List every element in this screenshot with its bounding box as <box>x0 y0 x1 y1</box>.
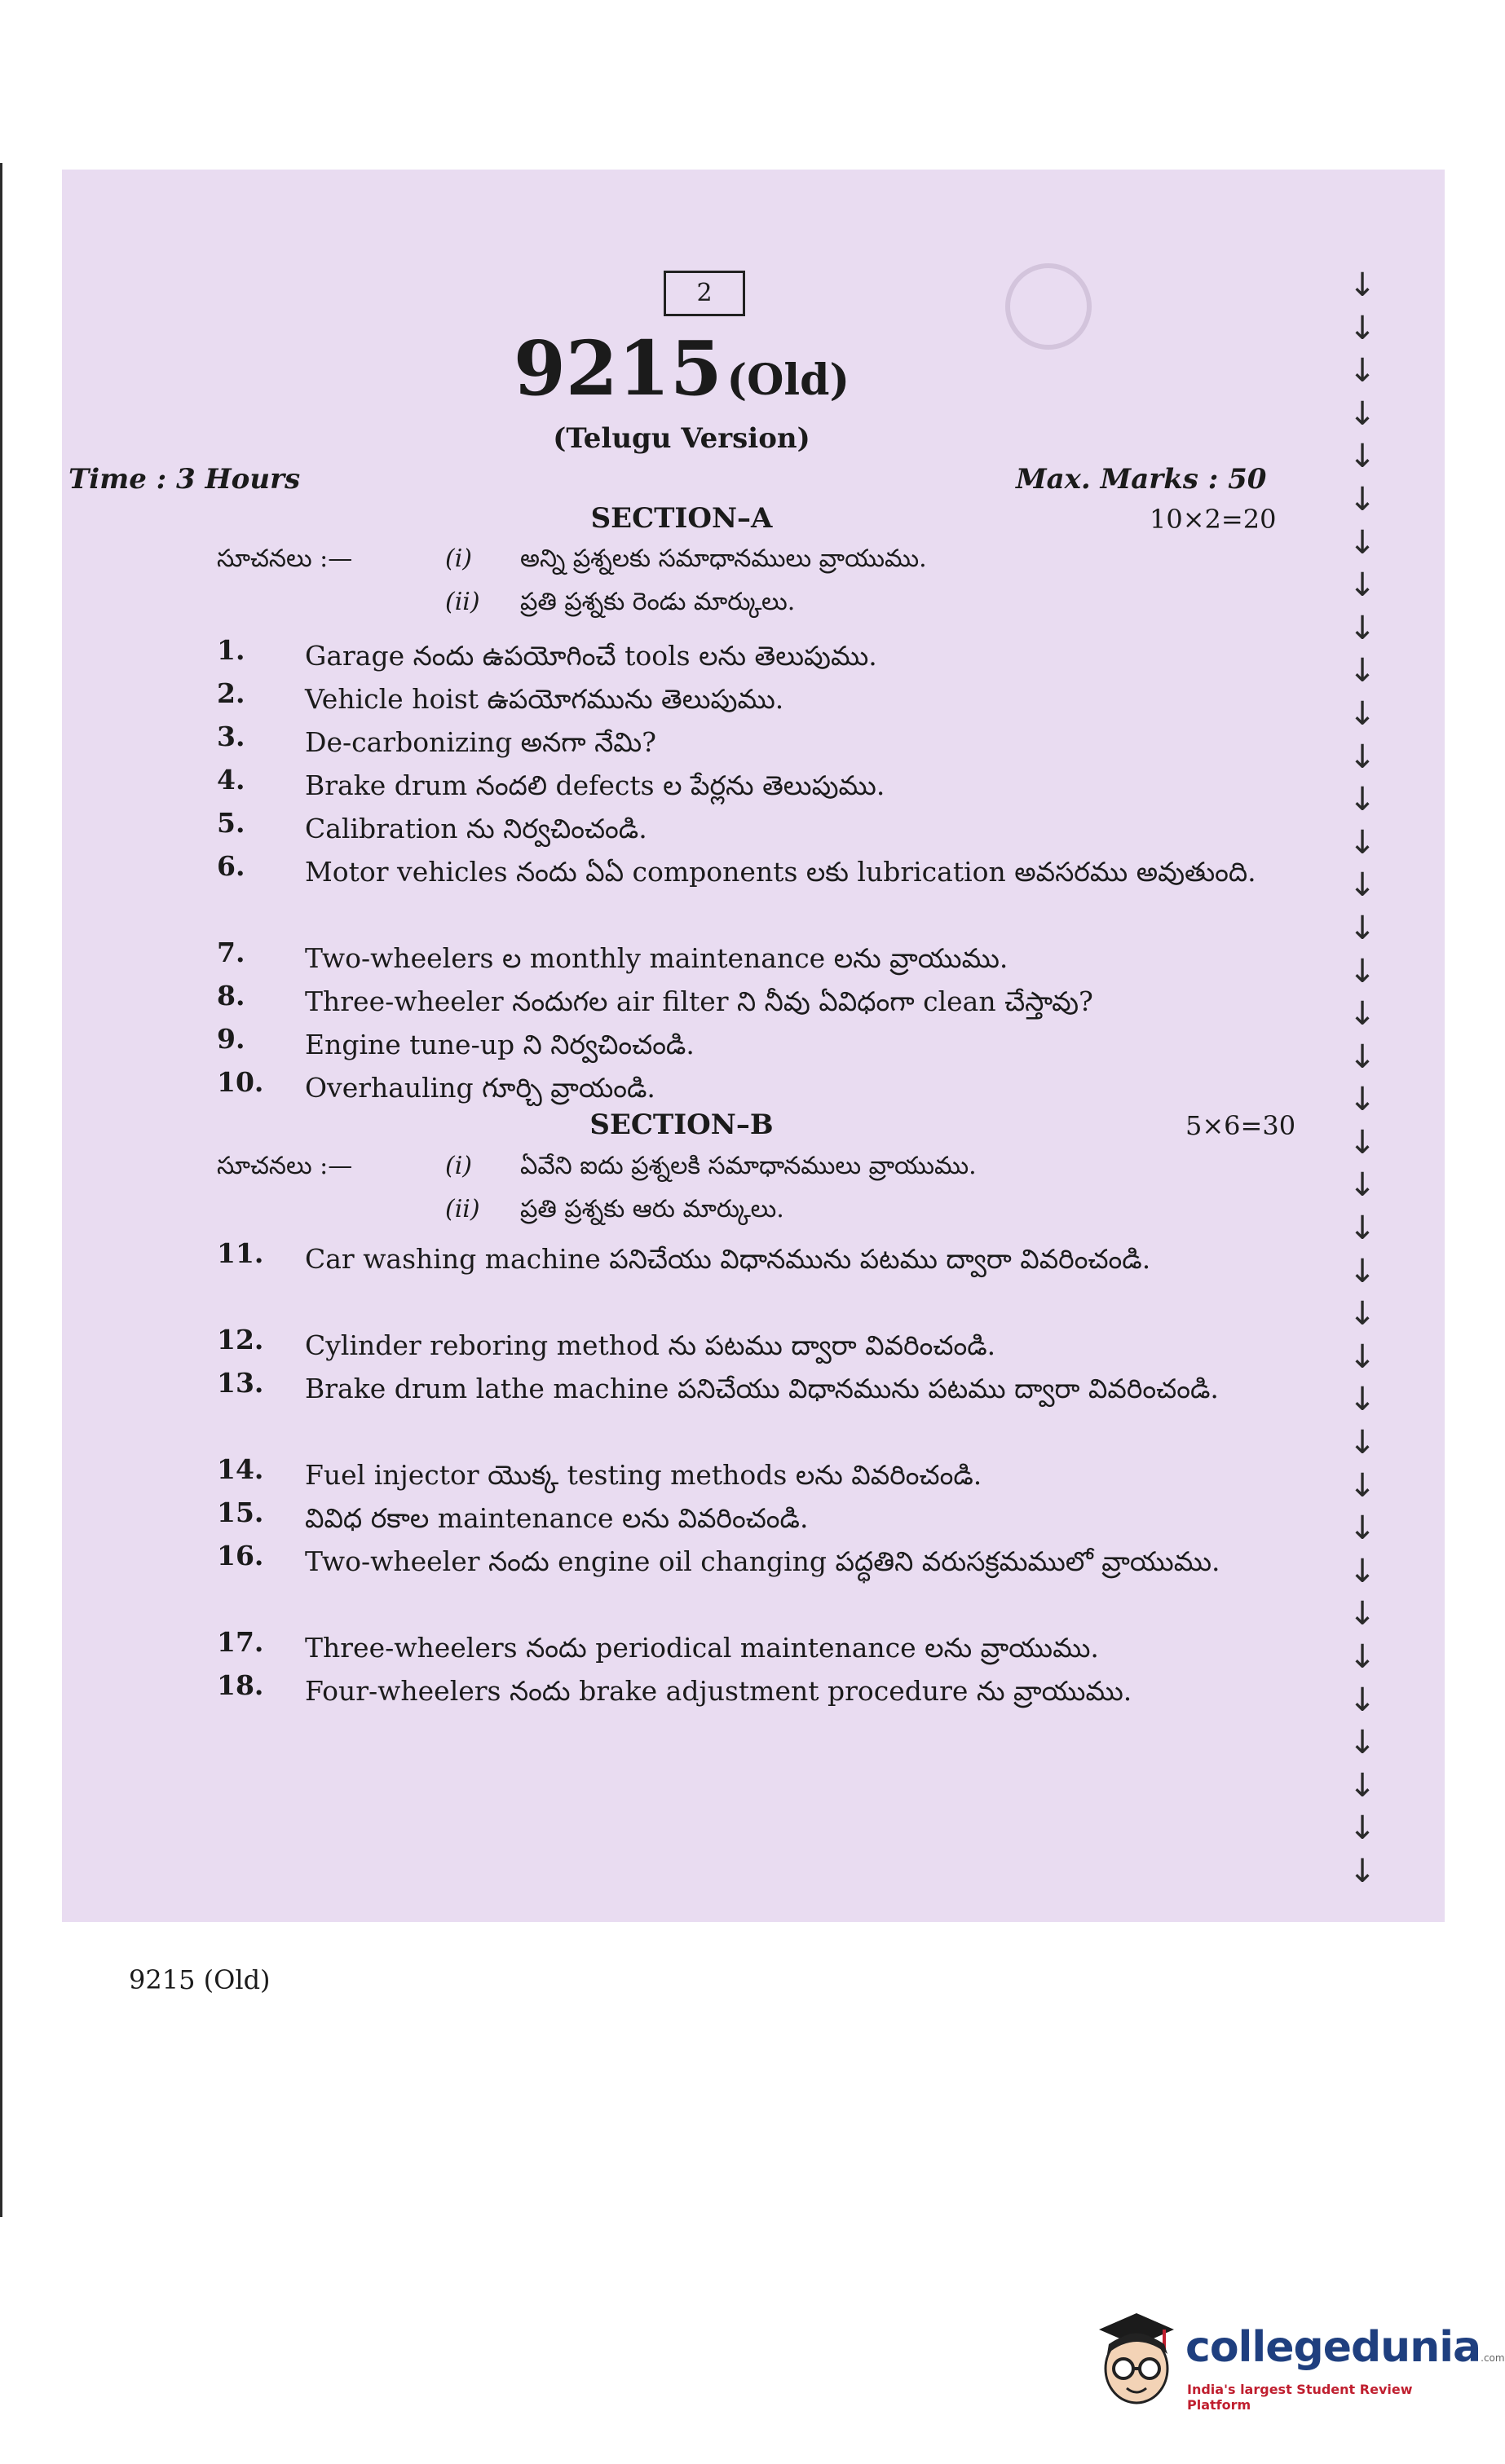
question-number: 2. <box>217 677 245 709</box>
question-text: Cylinder reboring method ను పటము ద్వారా వివరించండి. <box>305 1329 996 1361</box>
question-number: 11. <box>217 1237 264 1269</box>
question-item <box>217 1324 1269 1367</box>
margin-arrow-column <box>1342 264 1383 1893</box>
down-arrow-icon: ↓ <box>1348 1295 1376 1333</box>
question-number: 17. <box>217 1626 264 1658</box>
question-text: Fuel injector యొక్క testing methods లను వివరించండి. <box>305 1459 982 1491</box>
section-b-note-2 <box>217 1195 784 1229</box>
question-item <box>217 721 1269 764</box>
down-arrow-icon: ↓ <box>1348 1724 1376 1762</box>
question-text: Motor vehicles నందు ఏఏ components లకు lubrication అవసరము అవుతుంది. <box>305 856 1256 888</box>
down-arrow-icon: ↓ <box>1348 267 1376 304</box>
note-text: ప్రతి ప్రశ్నకు ఆరు మార్కులు. <box>520 1195 784 1223</box>
question-number: 8. <box>217 980 245 1012</box>
logo-brand-text: collegedunia.com <box>1185 2323 1505 2372</box>
note-number: (i) <box>445 544 473 573</box>
note-number: (i) <box>445 1152 473 1180</box>
down-arrow-icon: ↓ <box>1348 1766 1376 1805</box>
section-a-note-1 <box>217 544 927 579</box>
question-text: Car washing machine పనిచేయు విధానమును పటము ద్వారా వివరించండి. <box>305 1243 1151 1275</box>
question-item <box>217 980 1269 1023</box>
note-text: ప్రతి ప్రశ్నకు రెండు మార్కులు. <box>520 588 796 616</box>
footer-paper-code: 9215 (Old) <box>129 1964 271 1995</box>
down-arrow-icon: ↓ <box>1348 1166 1376 1205</box>
down-arrow-icon: ↓ <box>1348 352 1376 390</box>
down-arrow-icon: ↓ <box>1348 952 1376 990</box>
max-marks: Max. Marks : 50 <box>1016 463 1267 496</box>
question-text: Vehicle hoist ఉపయోగమును తెలుపుము. <box>305 683 784 715</box>
question-item <box>217 1626 1269 1669</box>
question-number: 4. <box>217 764 245 796</box>
question-number: 10. <box>217 1066 264 1098</box>
paper-code: 9215 <box>513 324 722 412</box>
question-item <box>217 1367 1269 1410</box>
question-item <box>217 1669 1269 1712</box>
down-arrow-icon: ↓ <box>1348 866 1376 905</box>
question-item <box>217 850 1269 893</box>
down-arrow-icon: ↓ <box>1348 1552 1376 1590</box>
question-number: 1. <box>217 634 245 666</box>
down-arrow-icon: ↓ <box>1348 738 1376 776</box>
down-arrow-icon: ↓ <box>1348 1252 1376 1290</box>
question-item <box>217 677 1269 721</box>
down-arrow-icon: ↓ <box>1348 1809 1376 1848</box>
down-arrow-icon: ↓ <box>1348 781 1376 819</box>
question-number: 12. <box>217 1324 264 1355</box>
question-item <box>217 1540 1269 1583</box>
note-text: అన్ని ప్రశ్నలకు సమాధానములు వ్రాయుము. <box>520 544 927 573</box>
section-b-note-1 <box>217 1152 977 1186</box>
down-arrow-icon: ↓ <box>1348 1338 1376 1376</box>
down-arrow-icon: ↓ <box>1348 438 1376 476</box>
note-number: (ii) <box>445 1195 480 1223</box>
paper-code-heading <box>62 324 1301 412</box>
question-text: Calibration ను నిర్వచించండి. <box>305 813 647 844</box>
down-arrow-icon: ↓ <box>1348 1510 1376 1548</box>
down-arrow-icon: ↓ <box>1348 1210 1376 1248</box>
down-arrow-icon: ↓ <box>1348 652 1376 690</box>
paper-version-tag: (Old) <box>726 355 850 405</box>
down-arrow-icon: ↓ <box>1348 609 1376 647</box>
question-number: 3. <box>217 721 245 752</box>
question-number: 13. <box>217 1367 264 1399</box>
notes-label: సూచనలు :— <box>217 544 353 573</box>
question-item <box>217 937 1269 980</box>
down-arrow-icon: ↓ <box>1348 1081 1376 1119</box>
question-item <box>217 1237 1269 1280</box>
question-text: Garage నందు ఉపయోగించే tools లను తెలుపుము. <box>305 640 877 672</box>
note-text: ఏవేని ఐదు ప్రశ్నలకి సమాధానములు వ్రాయుము. <box>520 1152 977 1180</box>
note-number: (ii) <box>445 588 480 616</box>
down-arrow-icon: ↓ <box>1348 694 1376 733</box>
down-arrow-icon: ↓ <box>1348 395 1376 433</box>
question-text: Engine tune-up ని నిర్వచించండి. <box>305 1029 695 1060</box>
question-text: Two-wheelers ల monthly maintenance లను వ్రాయుము. <box>305 942 1008 974</box>
question-number: 6. <box>217 850 245 882</box>
question-item <box>217 1023 1269 1066</box>
question-item <box>217 1453 1269 1496</box>
question-item <box>217 764 1269 807</box>
down-arrow-icon: ↓ <box>1348 1466 1376 1505</box>
question-text: Two-wheeler నందు engine oil changing పద్ధతిని వరుసక్రమములో వ్రాయుము. <box>305 1545 1220 1577</box>
question-number: 16. <box>217 1540 264 1571</box>
notes-label: సూచనలు :— <box>217 1152 353 1180</box>
down-arrow-icon: ↓ <box>1348 1638 1376 1676</box>
down-arrow-icon: ↓ <box>1348 909 1376 947</box>
down-arrow-icon: ↓ <box>1348 1595 1376 1633</box>
question-text: Three-wheeler నందుగల air filter ని నీవు ఏవిధంగా clean చేస్తావు? <box>305 985 1093 1017</box>
question-text: వివిధ రకాల maintenance లను వివరించండి. <box>305 1502 809 1534</box>
question-item <box>217 807 1269 850</box>
student-mascot-icon <box>1089 2305 1181 2419</box>
question-item <box>217 1496 1269 1540</box>
down-arrow-icon: ↓ <box>1348 309 1376 347</box>
down-arrow-icon: ↓ <box>1348 523 1376 562</box>
question-number: 18. <box>217 1669 264 1701</box>
down-arrow-icon: ↓ <box>1348 1038 1376 1076</box>
logo-tagline: India's largest Student Review Platform <box>1187 2382 1413 2413</box>
section-a-note-2 <box>217 588 795 622</box>
down-arrow-icon: ↓ <box>1348 1852 1376 1890</box>
section-a-marks: 10×2=20 <box>1150 504 1277 535</box>
down-arrow-icon: ↓ <box>1348 823 1376 862</box>
question-text: Four-wheelers నందు brake adjustment procedure ను వ్రాయుము. <box>305 1675 1132 1707</box>
question-number: 14. <box>217 1453 264 1485</box>
section-b-title: SECTION–B <box>589 1109 774 1141</box>
scan-edge-line <box>0 163 2 2217</box>
down-arrow-icon: ↓ <box>1348 995 1376 1034</box>
question-number: 5. <box>217 807 245 839</box>
question-text: Three-wheelers నందు periodical maintenance లను వ్రాయుము. <box>305 1632 1099 1664</box>
question-number: 7. <box>217 937 245 968</box>
section-b-marks: 5×6=30 <box>1185 1110 1296 1141</box>
question-text: Brake drum నందలి defects ల పేర్లను తెలుపుము. <box>305 769 885 801</box>
question-text: Overhauling గూర్చి వ్రాయండి. <box>305 1072 655 1104</box>
question-paper-sheet <box>62 170 1445 1995</box>
collegedunia-logo[interactable] <box>1089 2305 1505 2419</box>
down-arrow-icon: ↓ <box>1348 1123 1376 1161</box>
page-number-box: 2 <box>664 271 745 316</box>
question-text: Brake drum lathe machine పనిచేయు విధానమును పటము ద్వారా వివరించండి. <box>305 1373 1219 1404</box>
question-item <box>217 634 1269 677</box>
down-arrow-icon: ↓ <box>1348 1681 1376 1719</box>
down-arrow-icon: ↓ <box>1348 480 1376 518</box>
question-text: De-carbonizing అనగా నేమి? <box>305 726 656 758</box>
down-arrow-icon: ↓ <box>1348 1424 1376 1462</box>
down-arrow-icon: ↓ <box>1348 566 1376 605</box>
language-version: (Telugu Version) <box>553 422 810 455</box>
down-arrow-icon: ↓ <box>1348 1381 1376 1419</box>
question-number: 15. <box>217 1496 264 1528</box>
time-allowed: Time : 3 Hours <box>68 463 301 496</box>
question-item <box>217 1066 1269 1109</box>
section-a-title: SECTION–A <box>590 502 773 535</box>
question-number: 9. <box>217 1023 245 1055</box>
